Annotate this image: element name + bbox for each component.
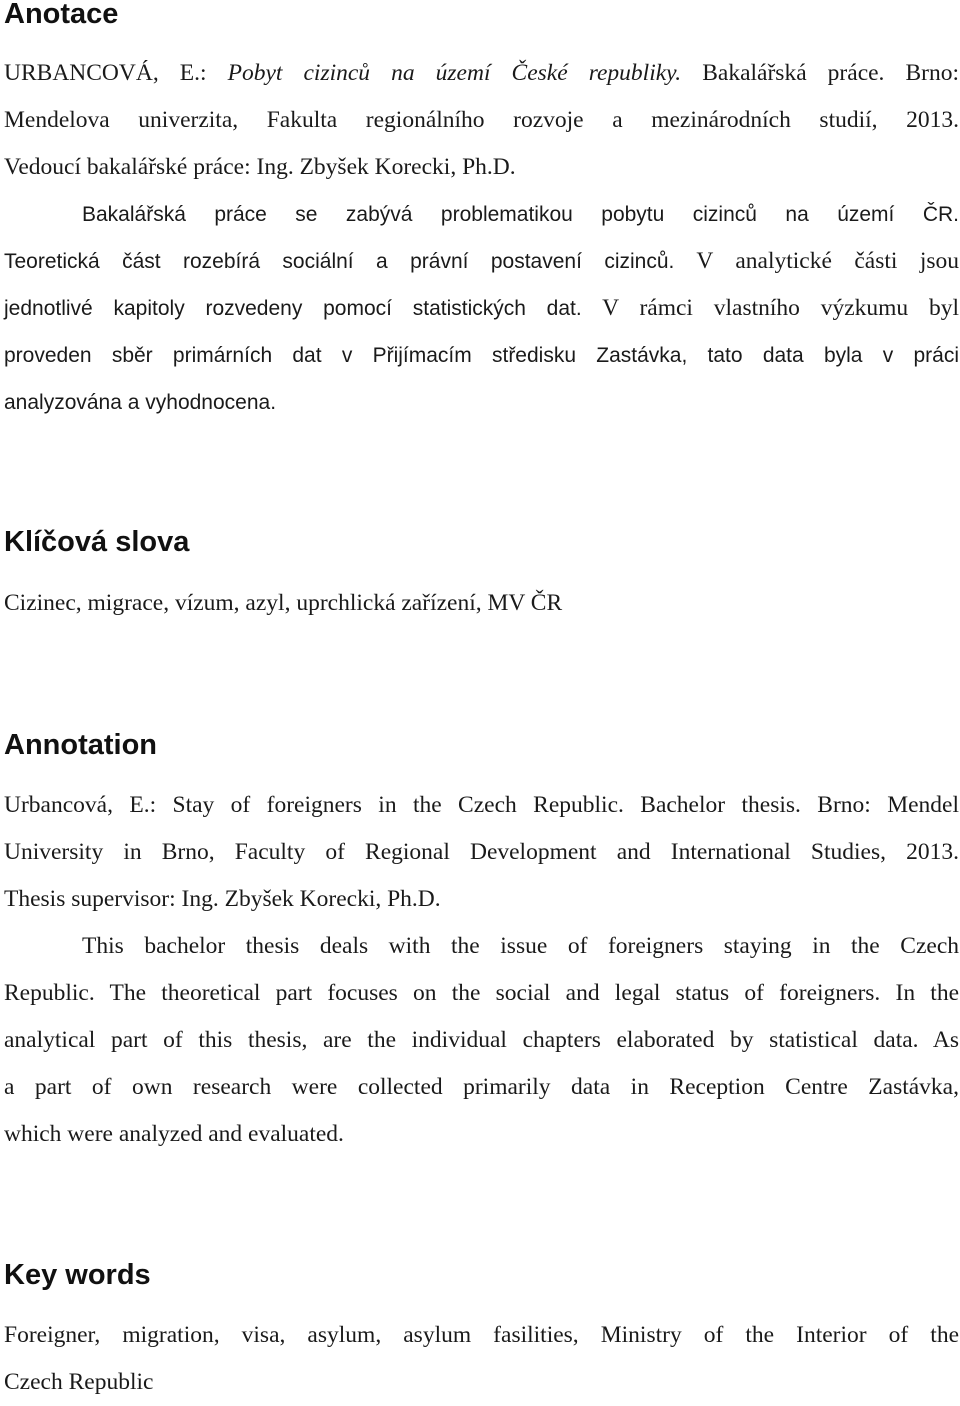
annotation-body-line-1: This bachelor thesis deals with the issue of foreigners staying in the Czech: [82, 933, 959, 959]
klicova-slova-text: [4, 580, 959, 627]
klicova-slova-heading: Klíčová slova: [4, 526, 190, 558]
key-words-heading: Key words: [4, 1259, 151, 1291]
annotation-citation-line-1: Urbancová, E.: Stay of foreigners in the Czech Republic. Bachelor thesis. Brno: Mendel: [4, 792, 959, 818]
anotace-body-line-4: proveden sběr primárních dat v Přijímacím středisku Zastávka, tato data byla v práci: [4, 344, 959, 367]
annotation-body: [4, 923, 959, 1158]
annotation-heading: Annotation: [4, 729, 158, 761]
citation-rest: Bakalářská práce. Brno:: [702, 60, 960, 86]
annotation-body-line-3: analytical part of this thesis, are the individual chapters elaborated by statistical data. As: [4, 1027, 959, 1053]
anotace-body-line-2b: V analytické části jsou: [696, 248, 959, 274]
anotace-body-line-2: [4, 238, 959, 285]
citation-author: URBANCOVÁ, E.:: [4, 60, 207, 86]
klicova-slova-line: Cizinec, migrace, vízum, azyl, uprchlická zařízení, MV ČR: [4, 590, 563, 616]
anotace-body-line-2a: Teoretická část rozebírá sociální a právní postavení cizinců.: [4, 250, 675, 273]
annotation-body-line-5: which were analyzed and evaluated.: [4, 1121, 344, 1147]
anotace-citation-line-1: [4, 50, 959, 97]
anotace-body-line-5: analyzována a vyhodnocena.: [4, 391, 277, 414]
citation-title: Pobyt cizinců na území České republiky.: [227, 60, 682, 86]
anotace-citation-line-3: Vedoucí bakalářské práce: Ing. Zbyšek Korecki, Ph.D.: [4, 154, 516, 180]
anotace-citation: [4, 50, 959, 191]
anotace-citation-line-2: Mendelova univerzita, Fakulta regionálního rozvoje a mezinárodních studií, 2013.: [4, 107, 959, 133]
annotation-citation-line-3: Thesis supervisor: Ing. Zbyšek Korecki, Ph.D.: [4, 886, 441, 912]
anotace-heading: Anotace: [4, 0, 119, 30]
key-words-line-1: Foreigner, migration, visa, asylum, asylum fasilities, Ministry of the Interior of the: [4, 1322, 959, 1348]
annotation-body-line-2: Republic. The theoretical part focuses on the social and legal status of foreigners. In the: [4, 980, 959, 1006]
anotace-body-line-1: Bakalářská práce se zabývá problematikou pobytu cizinců na území ČR.: [82, 203, 959, 226]
anotace-body-line-3a: jednotlivé kapitoly rozvedeny pomocí statistických dat.: [4, 297, 582, 320]
annotation-body-line-4: a part of own research were collected primarily data in Reception Centre Zastávka,: [4, 1074, 959, 1100]
key-words-line-2: Czech Republic: [4, 1369, 154, 1395]
anotace-body: [4, 191, 959, 426]
anotace-body-line-3: [4, 285, 959, 332]
anotace-body-line-3b: V rámci vlastního výzkumu byl: [602, 295, 960, 321]
annotation-citation-line-2: University in Brno, Faculty of Regional Development and International Studies, 2013.: [4, 839, 959, 865]
annotation-citation: [4, 782, 959, 923]
key-words-text: [4, 1312, 959, 1406]
